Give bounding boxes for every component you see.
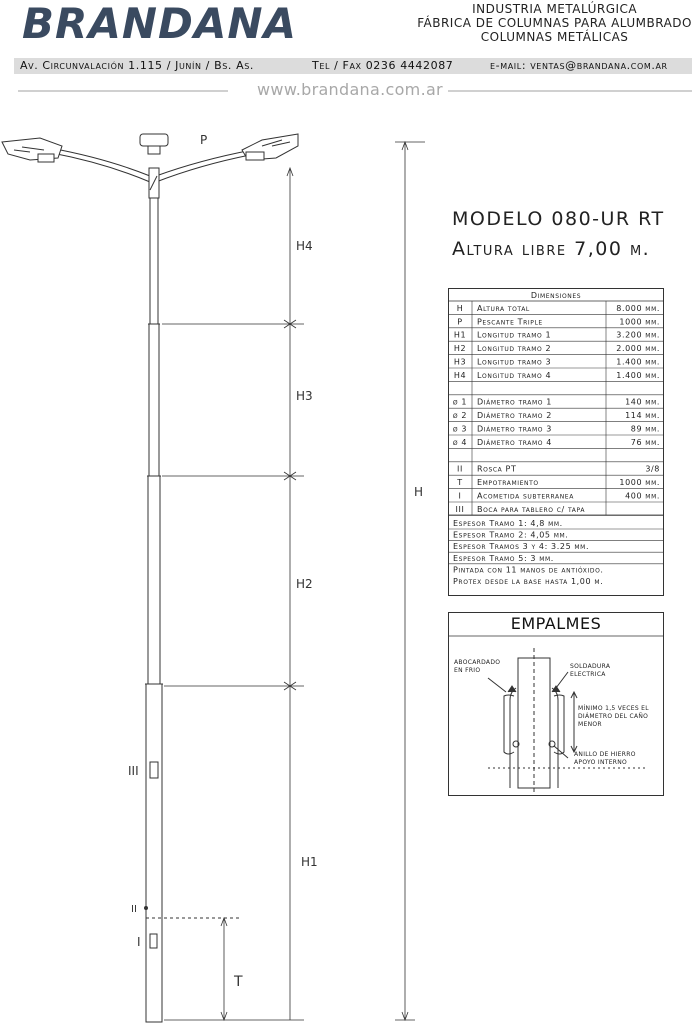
dimension-code: II — [457, 464, 463, 474]
address-text: Av. Circunvalación 1.115 / Junín / Bs. As. — [20, 59, 254, 72]
dimension-code: I — [458, 491, 462, 501]
dimension-label: Longitud tramo 2 — [477, 344, 552, 354]
dimension-note: Protex desde la base hasta 1,00 m. — [453, 577, 604, 586]
dimension-code: H1 — [453, 330, 467, 340]
model-title: MODELO 080-UR RT — [452, 208, 665, 230]
phone-text: Tel / Fax 0236 4442087 — [312, 59, 454, 72]
label-t: T — [234, 974, 243, 990]
company-description — [417, 2, 692, 44]
label-soldadura-2: ELECTRICA — [570, 671, 606, 678]
label-door-iii: III — [128, 764, 139, 778]
dimension-note: Espesor Tramo 2: 4,05 mm. — [453, 530, 569, 540]
dimension-label: Diámetro tramo 2 — [477, 411, 552, 421]
pole-section-4 — [150, 198, 158, 324]
dimension-label: Longitud tramo 3 — [477, 357, 552, 367]
dimension-value: 3/8 — [645, 464, 660, 474]
dimension-label: Diámetro tramo 3 — [477, 424, 552, 434]
dimension-code: H4 — [453, 370, 467, 380]
dimension-label: Empotramiento — [477, 478, 539, 488]
ground-thread — [145, 907, 148, 910]
label-minimo-1: MÍNIMO 1,5 VECES EL — [578, 705, 649, 712]
dimension-value: 140 mm. — [625, 397, 660, 407]
dimension-code: ø 4 — [452, 437, 468, 447]
empalmes-panel — [448, 612, 664, 796]
label-h4: H4 — [296, 239, 313, 253]
dimension-label: Pescante Triple — [477, 317, 543, 327]
dimension-code: H3 — [453, 357, 467, 367]
dimension-code: H — [456, 303, 464, 313]
email-text: e-mail: ventas@brandana.com.ar — [490, 59, 668, 72]
dimension-label: Rosca PT — [477, 464, 517, 474]
dimension-label: Altura total — [477, 303, 530, 313]
dimension-value: 89 mm. — [630, 424, 660, 434]
label-entry-i: I — [137, 935, 141, 949]
dimension-value: 76 mm. — [630, 437, 660, 447]
dimension-value: 8.000 mm. — [616, 303, 660, 313]
top-luminaire — [140, 134, 168, 146]
dimension-value: 3.200 mm. — [616, 330, 660, 340]
dimension-value: 1.400 mm. — [616, 357, 660, 367]
label-abocardado-1: ABOCARDADO — [454, 659, 501, 666]
company-line-2: FÁBRICA DE COLUMNAS PARA ALUMBRADO — [417, 16, 692, 30]
dimension-code: ø 3 — [452, 424, 468, 434]
company-line-1: INDUSTRIA METALÚRGICA — [472, 2, 638, 16]
dimension-code: H2 — [453, 344, 467, 354]
dimension-code: ø 2 — [452, 411, 468, 421]
dimensions-title: Dimensiones — [530, 291, 582, 300]
pole-section-2 — [148, 476, 160, 684]
dimension-label: Boca para tablero c/ tapa — [477, 504, 586, 514]
model-subtitle: Altura libre 7,00 m. — [452, 238, 651, 260]
dimension-label: Acometida subterranea — [477, 491, 574, 501]
dimension-value: 1000 mm. — [619, 478, 660, 488]
pole-section-3 — [149, 324, 159, 476]
dimension-label: Longitud tramo 1 — [477, 330, 552, 340]
label-h2: H2 — [296, 577, 313, 591]
label-thread-ii: II — [131, 904, 137, 915]
cable-entry — [150, 934, 157, 948]
dimension-value: 1000 mm. — [619, 317, 660, 327]
dimension-label: Diámetro tramo 1 — [477, 397, 552, 407]
right-arm — [156, 150, 252, 176]
dimension-value: 114 mm. — [625, 411, 660, 421]
dimension-code: P — [457, 317, 463, 327]
label-minimo-3: MENOR — [578, 721, 602, 728]
service-door — [150, 762, 158, 778]
dimension-code: III — [455, 504, 465, 514]
label-h: H — [414, 485, 424, 499]
dimension-label: Diámetro tramo 4 — [477, 437, 552, 447]
label-soldadura-1: SOLDADURA — [570, 663, 611, 670]
label-anillo-1: ANILLO DE HIERRO — [574, 751, 636, 758]
dimension-note: Pintada con 11 manos de antióxido. — [453, 565, 604, 575]
label-h3: H3 — [296, 389, 313, 403]
label-anillo-2: APOYO INTERNO — [574, 759, 628, 766]
dimension-label: Longitud tramo 4 — [477, 370, 552, 380]
website-link[interactable]: www.brandana.com.ar — [257, 80, 443, 99]
dimension-row — [448, 492, 664, 503]
dimension-note: Espesor Tramo 1: 4,8 mm. — [453, 519, 563, 528]
dimensions-table — [448, 288, 664, 596]
label-minimo-2: DIÁMETRO DEL CAÑO — [578, 713, 649, 720]
dimension-code: ø 1 — [452, 397, 468, 407]
label-h1: H1 — [301, 855, 318, 869]
brand-logo: BRANDANA — [22, 0, 298, 48]
pole-section-1 — [146, 684, 162, 1022]
label-abocardado-2: EN FRIO — [454, 667, 481, 674]
dimension-note: Espesor Tramos 3 y 4: 3.25 mm. — [453, 542, 590, 552]
left-arm — [50, 148, 150, 176]
empalmes-title: EMPALMES — [510, 614, 602, 633]
dimension-code: T — [457, 478, 463, 488]
dimension-note: Espesor Tramo 5: 3 mm. — [453, 553, 554, 563]
dimension-value: 1.400 mm. — [616, 370, 660, 380]
company-line-3: COLUMNAS METÁLICAS — [480, 30, 629, 44]
dimension-value: 400 mm. — [625, 491, 660, 501]
label-p: P — [200, 133, 208, 147]
dimension-value: 2.000 mm. — [616, 344, 660, 354]
